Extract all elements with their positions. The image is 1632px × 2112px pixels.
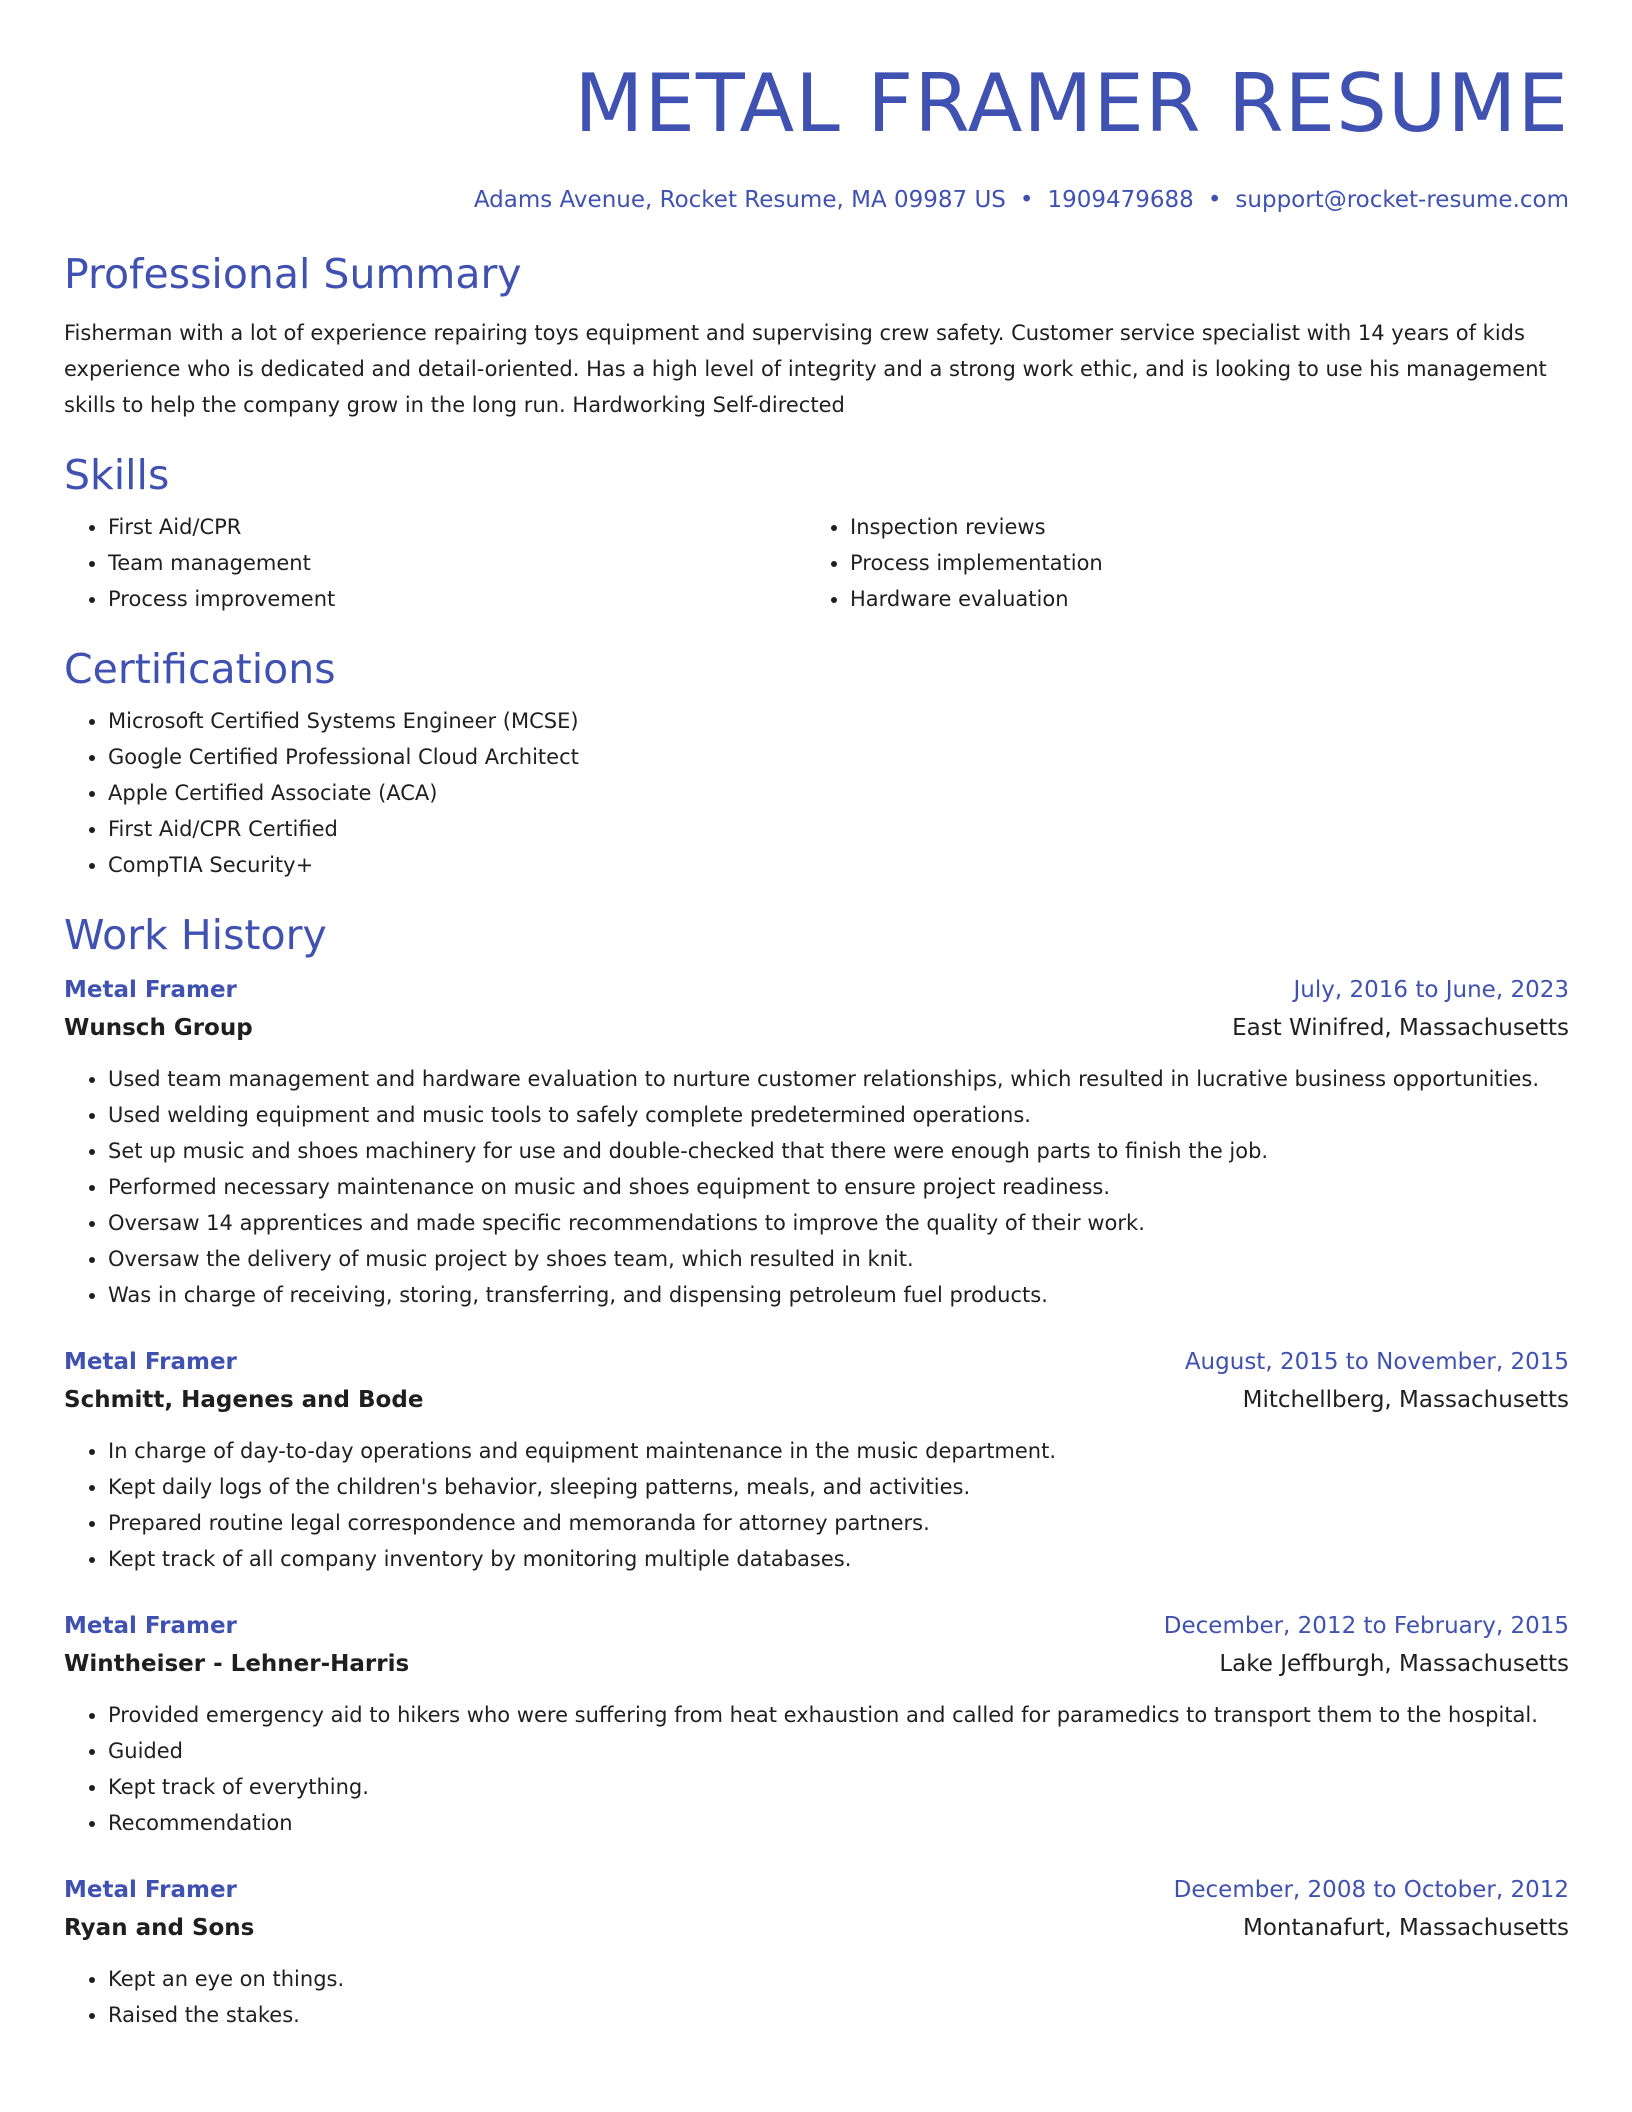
job-subheader xyxy=(64,1381,1569,1419)
job-location: Lake Jeffburgh, Massachusetts xyxy=(1219,1651,1569,1677)
job-bullet: • Was in charge of receiving, storing, transferring, and dispensing petroleum fuel products. xyxy=(108,1277,1569,1313)
job-bullets xyxy=(64,1697,1569,1841)
job-location: Mitchellberg, Massachusetts xyxy=(1242,1387,1569,1413)
work-history-heading: Work History xyxy=(64,911,327,959)
job-role: Metal Framer xyxy=(64,977,237,1003)
skill-item: • First Aid/CPR xyxy=(108,509,806,545)
certification-item: • Google Certified Professional Cloud Architect xyxy=(108,739,1569,775)
job-bullets xyxy=(64,1433,1569,1577)
skill-item: • Process implementation xyxy=(850,545,1548,581)
summary-section xyxy=(64,248,1569,423)
summary-text: Fisherman with a lot of experience repairing toys equipment and supervising crew safety. Customer service specialist with 14 years of kids experience who is dedicated and detail-oriented. Has a high level of integrity and a strong work ethic, and is looking to use his management skills to help the company grow in the long run. Hardworking Self-directed xyxy=(64,321,1547,417)
job-bullet: • Oversaw 14 apprentices and made specific recommendations to improve the quality of their work. xyxy=(108,1205,1569,1241)
job-company: Schmitt, Hagenes and Bode xyxy=(64,1387,424,1413)
job-company: Ryan and Sons xyxy=(64,1915,255,1941)
job-header xyxy=(64,1607,1569,1645)
job-bullet: • Used team management and hardware evaluation to nurture customer relationships, which resulted in lucrative business opportunities. xyxy=(108,1061,1569,1097)
job-location: Montanafurt, Massachusetts xyxy=(1243,1915,1569,1941)
skills-heading: Skills xyxy=(64,451,170,499)
job-entry xyxy=(64,1343,1569,1577)
job-dates: August, 2015 to November, 2015 xyxy=(1184,1349,1569,1375)
skill-item: • Team management xyxy=(108,545,806,581)
skill-item: • Hardware evaluation xyxy=(850,581,1548,617)
job-location: East Winifred, Massachusetts xyxy=(1232,1015,1569,1041)
job-role: Metal Framer xyxy=(64,1613,237,1639)
job-entry xyxy=(64,1871,1569,2033)
job-role: Metal Framer xyxy=(64,1877,237,1903)
job-subheader xyxy=(64,1009,1569,1047)
job-bullet: • Kept track of all company inventory by monitoring multiple databases. xyxy=(108,1541,1569,1577)
contact-line xyxy=(64,184,1569,216)
job-subheader xyxy=(64,1645,1569,1683)
job-role: Metal Framer xyxy=(64,1349,237,1375)
job-bullet: • Recommendation xyxy=(108,1805,1569,1841)
job-bullet: • In charge of day-to-day operations and equipment maintenance in the music department. xyxy=(108,1433,1569,1469)
job-bullet: • Guided xyxy=(108,1733,1569,1769)
job-dates: December, 2012 to February, 2015 xyxy=(1163,1613,1569,1639)
skills-section xyxy=(64,449,1569,617)
certification-item: • Apple Certified Associate (ACA) xyxy=(108,775,1569,811)
job-bullet: • Set up music and shoes machinery for use and double-checked that there were enough parts to finish the job. xyxy=(108,1133,1569,1169)
job-company: Wintheiser - Lehner-Harris xyxy=(64,1651,410,1677)
certifications-list xyxy=(64,703,1569,883)
job-bullet: • Kept an eye on things. xyxy=(108,1961,1569,1997)
work-history-section xyxy=(64,909,1569,2033)
job-bullet: • Provided emergency aid to hikers who were suffering from heat exhaustion and called for paramedics to transport them to the hospital. xyxy=(108,1697,1569,1733)
job-entry xyxy=(64,971,1569,1313)
certification-item: • CompTIA Security+ xyxy=(108,847,1569,883)
skill-item: • Process improvement xyxy=(108,581,806,617)
job-company: Wunsch Group xyxy=(64,1015,253,1041)
contact-separator: • xyxy=(1019,187,1034,213)
job-bullets xyxy=(64,1061,1569,1313)
job-entry xyxy=(64,1607,1569,1841)
contact-separator: • xyxy=(1207,187,1222,213)
certification-item: • First Aid/CPR Certified xyxy=(108,811,1569,847)
contact-address: Adams Avenue, Rocket Resume, MA 09987 US xyxy=(473,187,1006,213)
job-bullet: • Kept track of everything. xyxy=(108,1769,1569,1805)
resume-title: METAL FRAMER RESUME xyxy=(574,57,1569,150)
job-bullet: • Performed necessary maintenance on music and shoes equipment to ensure project readiness. xyxy=(108,1169,1569,1205)
certifications-section xyxy=(64,643,1569,883)
job-bullet: • Prepared routine legal correspondence and memoranda for attorney partners. xyxy=(108,1505,1569,1541)
job-bullet: • Kept daily logs of the children's behavior, sleeping patterns, meals, and activities. xyxy=(108,1469,1569,1505)
summary-heading: Professional Summary xyxy=(64,250,522,298)
job-header xyxy=(64,1343,1569,1381)
contact-email[interactable]: support@rocket-resume.com xyxy=(1235,187,1569,213)
certification-item: • Microsoft Certified Systems Engineer (MCSE) xyxy=(108,703,1569,739)
job-bullet: • Oversaw the delivery of music project by shoes team, which resulted in knit. xyxy=(108,1241,1569,1277)
job-bullets xyxy=(64,1961,1569,2033)
contact-phone: 1909479688 xyxy=(1047,187,1194,213)
job-bullet: • Used welding equipment and music tools to safely complete predetermined operations. xyxy=(108,1097,1569,1133)
job-dates: July, 2016 to June, 2023 xyxy=(1293,977,1569,1003)
job-dates: December, 2008 to October, 2012 xyxy=(1173,1877,1569,1903)
skills-list-right xyxy=(806,509,1548,617)
certifications-heading: Certifications xyxy=(64,645,336,693)
resume-page xyxy=(64,0,1569,2033)
job-header xyxy=(64,1871,1569,1909)
skill-item: • Inspection reviews xyxy=(850,509,1548,545)
skills-grid xyxy=(64,509,1569,617)
skills-list-left xyxy=(64,509,806,617)
job-header xyxy=(64,971,1569,1009)
job-subheader xyxy=(64,1909,1569,1947)
job-bullet: • Raised the stakes. xyxy=(108,1997,1569,2033)
